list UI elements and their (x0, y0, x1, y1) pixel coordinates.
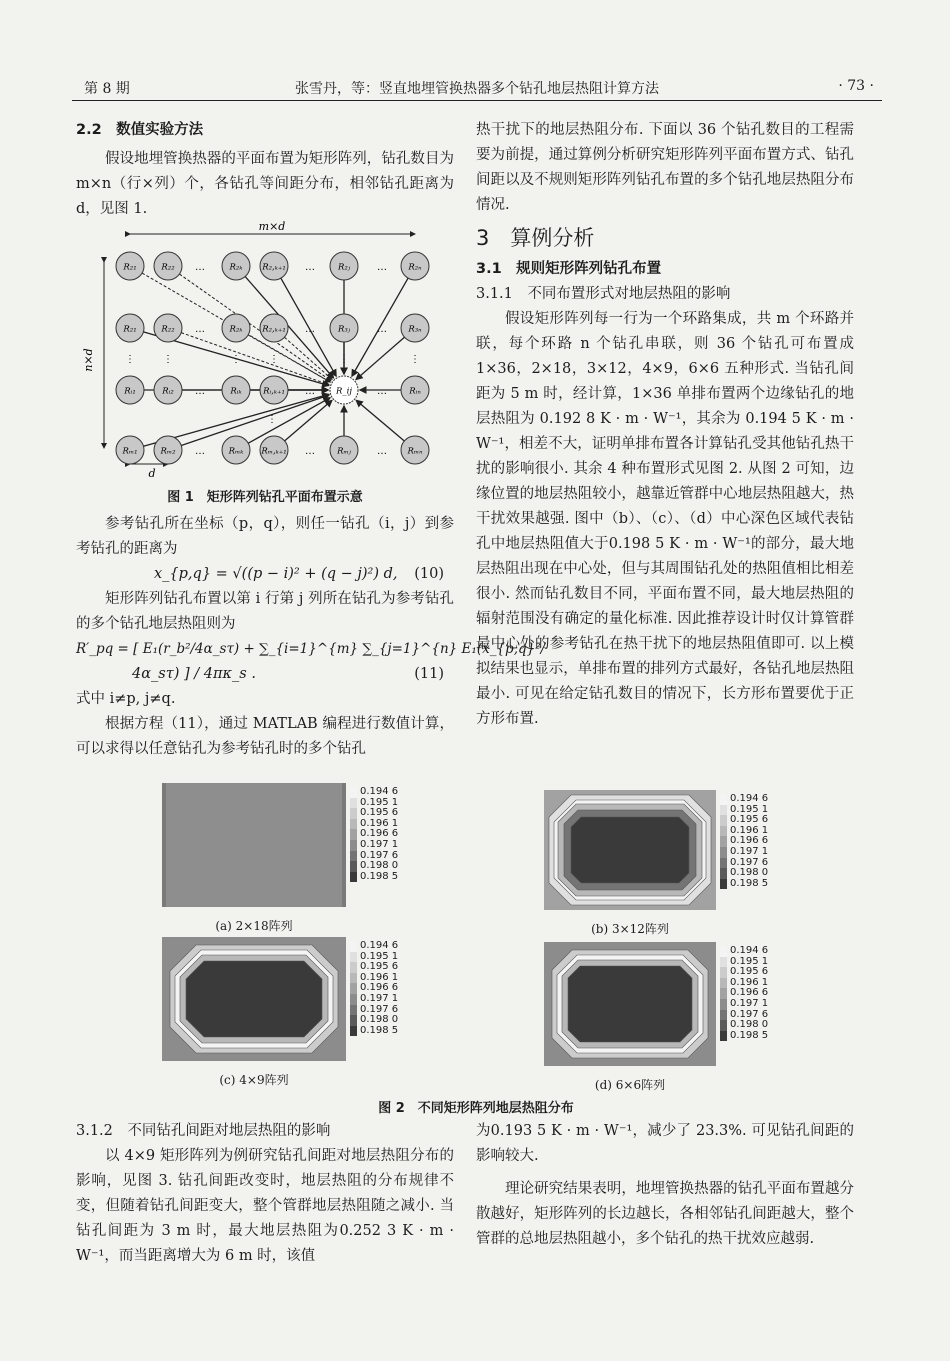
borehole-label: R₂₂ (161, 262, 175, 273)
legend-value: 0.197 1 (730, 845, 769, 857)
borehole-label: Rₘₖ (228, 446, 244, 457)
legend-value: 0.196 6 (730, 835, 769, 847)
ellipsis: … (305, 446, 315, 457)
ellipsis: … (195, 324, 205, 335)
legend-swatch (350, 861, 357, 872)
ellipsis: … (377, 386, 387, 397)
borehole (401, 252, 429, 280)
legend-swatch (350, 983, 357, 994)
borehole (401, 436, 429, 464)
borehole (260, 376, 288, 404)
legend-value: 0.195 1 (730, 955, 769, 967)
borehole (116, 314, 144, 342)
paragraph: 以 4×9 矩形阵列为例研究钻孔间距对地层热阻分布的影响，见图 3. 钻孔间距改变时，地层热阻的分布规律不变，但随着钻孔间距变大，整个管群地层热阻随之减小. 当钻孔间距为 3 m 时，最大地层热阻为0.252 3 K · m · W⁻¹，而当距离增大为 6 m 时，该值 (76, 1148, 454, 1264)
borehole-label: R₂,ₖ₊₁ (262, 324, 286, 335)
borehole (154, 314, 182, 342)
borehole (401, 376, 429, 404)
borehole-label: R₂₁ (123, 262, 137, 273)
legend-value: 0.196 6 (360, 828, 399, 840)
legend-swatch (720, 847, 727, 858)
legend-value: 0.196 6 (360, 982, 399, 994)
legend-value: 0.196 1 (730, 976, 769, 988)
vertical-ellipsis: ⋮ (339, 354, 349, 365)
paragraph: 矩形阵列钻孔布置以第 i 行第 j 列所在钻孔为参考钻孔的多个钻孔地层热阻则为 (76, 591, 454, 632)
legend-swatch (720, 999, 727, 1010)
ellipsis: … (377, 324, 387, 335)
legend-swatch (720, 1010, 727, 1021)
legend-value: 0.197 1 (360, 838, 399, 850)
ellipsis: … (305, 262, 315, 273)
legend-value: 0.196 1 (730, 824, 769, 836)
legend-swatch (720, 836, 727, 847)
borehole-label: Rₘ₁ (122, 446, 138, 457)
legend-swatch (720, 815, 727, 826)
legend-swatch (720, 988, 727, 999)
legend-value: 0.198 5 (730, 1029, 769, 1041)
legend-swatch (350, 798, 357, 809)
borehole-label: Rᵢ₁ (124, 386, 136, 397)
legend-swatch (720, 858, 727, 869)
page-number: · 73 · (838, 78, 874, 94)
figure-2-caption: 图 2 不同矩形阵列地层热阻分布 (378, 1101, 574, 1116)
vertical-ellipsis: ⋮ (267, 414, 277, 425)
equation-note: 式中 i≠p, j≠q. (76, 691, 176, 707)
legend-swatch (350, 787, 357, 798)
section-3-1-1-title: 3.1.1 不同布置形式对地层热阻的影响 (476, 286, 731, 302)
legend-value: 0.194 6 (730, 945, 769, 956)
legend-value: 0.197 6 (360, 849, 399, 861)
legend-value: 0.198 0 (730, 1019, 769, 1031)
legend-swatch (350, 952, 357, 963)
borehole (330, 314, 358, 342)
header-rule (72, 100, 882, 101)
vertical-ellipsis: ⋮ (231, 354, 241, 365)
borehole (401, 314, 429, 342)
borehole-label: R₃ⱼ (337, 324, 351, 335)
equation-11-line-2 (76, 662, 454, 687)
legend-value: 0.194 6 (360, 940, 399, 951)
borehole (116, 376, 144, 404)
legend-entry (720, 879, 768, 890)
legend-value: 0.197 6 (730, 856, 769, 868)
legend-value: 0.198 5 (730, 877, 769, 889)
legend-value: 0.195 6 (360, 807, 399, 819)
equation-10 (76, 562, 454, 587)
ellipsis: … (305, 386, 315, 397)
interference-line (356, 400, 404, 441)
legend-swatch (350, 829, 357, 840)
figure-1-borehole-layout (82, 218, 452, 478)
borehole-label: R₂ⱼ (337, 262, 351, 273)
legend-value: 0.195 6 (730, 966, 769, 978)
panel-label: (d) 6×6阵列 (594, 1078, 666, 1092)
legend-entry (350, 872, 398, 883)
section-3-1-title: 3.1 规则矩形阵列钻孔布置 (476, 261, 662, 277)
legend-value: 0.196 1 (360, 817, 399, 829)
legend-value: 0.195 1 (730, 803, 769, 815)
legend-swatch (350, 941, 357, 952)
legend-value: 0.194 6 (730, 793, 769, 804)
borehole (330, 252, 358, 280)
legend-swatch (350, 840, 357, 851)
reference-borehole (330, 376, 358, 404)
panel-label: (b) 3×12阵列 (591, 922, 669, 936)
vertical-ellipsis: ⋮ (269, 354, 279, 365)
legend-value: 0.197 6 (730, 1008, 769, 1020)
legend-value: 0.198 5 (360, 1024, 399, 1036)
ellipsis: … (195, 386, 205, 397)
section-3-1-2-title: 3.1.2 不同钻孔间距对地层热阻的影响 (76, 1123, 331, 1139)
legend-swatch (350, 994, 357, 1005)
legend-swatch (720, 967, 727, 978)
heatmap-legend (720, 794, 768, 889)
borehole (154, 436, 182, 464)
paragraph: 根据方程（11），通过 MATLAB 编程进行数值计算，可以求得以任意钻孔为参考钻孔时的多个钻孔 (76, 716, 454, 757)
contour-band (568, 966, 692, 1042)
legend-swatch (720, 946, 727, 957)
legend-value: 0.196 6 (730, 987, 769, 999)
interference-line (181, 333, 329, 385)
left-column-bottom (76, 1119, 454, 1269)
borehole (222, 376, 250, 404)
ellipsis: … (377, 262, 387, 273)
interference-line (284, 337, 332, 379)
borehole (222, 314, 250, 342)
panel-label: (c) 4×9阵列 (219, 1073, 289, 1087)
side-dimension-label: n×d (82, 348, 95, 372)
ellipsis: … (305, 324, 315, 335)
borehole-label: Rᵢ₂ (162, 386, 174, 397)
equation-10-body: x_{p,q} = √((p − i)² + (q − j)²) d, (154, 566, 398, 582)
legend-value: 0.198 5 (360, 870, 399, 882)
vertical-ellipsis: ⋮ (125, 354, 135, 365)
paragraph: 参考钻孔所在坐标（p，q），则任一钻孔（i，j）到参考钻孔的距离为 (76, 516, 454, 557)
borehole-label: Rᵢₖ (230, 386, 242, 397)
figure-2-caption-wrap (76, 1096, 876, 1121)
heatmap-panel (544, 942, 716, 1066)
legend-value: 0.197 1 (730, 997, 769, 1009)
panel-label: (a) 2×18阵列 (215, 919, 293, 933)
borehole-label: Rₘ,ₖ₊₁ (261, 446, 287, 457)
legend-swatch (350, 872, 357, 883)
equation-11-line-1 (76, 637, 546, 662)
left-column-middle (76, 485, 546, 762)
equation-11-number: (11) (414, 666, 444, 682)
contour-band (166, 783, 342, 907)
legend-swatch (720, 794, 727, 805)
heatmap-panel (162, 937, 346, 1061)
borehole (116, 252, 144, 280)
borehole (116, 436, 144, 464)
borehole-label: R₂₁ (123, 324, 137, 335)
vertical-ellipsis: ⋮ (410, 354, 420, 365)
legend-value: 0.194 6 (360, 786, 399, 797)
ellipsis: … (377, 446, 387, 457)
legend-swatch (720, 826, 727, 837)
legend-value: 0.198 0 (360, 860, 399, 872)
legend-swatch (350, 1015, 357, 1026)
borehole-label: Rᵢ,ₖ₊₁ (263, 386, 285, 397)
borehole-label: Rᵢₙ (409, 386, 421, 397)
interference-line (285, 400, 332, 440)
borehole (260, 436, 288, 464)
vertical-ellipsis: ⋮ (163, 354, 173, 365)
legend-swatch (720, 868, 727, 879)
running-header (72, 76, 882, 100)
section-3-title: 3 算例分析 (476, 226, 595, 250)
legend-value: 0.195 6 (360, 961, 399, 973)
heatmap-panel (162, 783, 346, 907)
equation-11-body-2: 4α_sτ) ] / 4πκ_s . (132, 666, 256, 682)
borehole (154, 252, 182, 280)
interference-line (245, 277, 333, 378)
borehole-label: Rₘₙ (407, 446, 423, 457)
borehole-label: R₂ₖ (229, 262, 243, 273)
article-title: 张雪丹，等：竖直地埋管换热器多个钻孔地层热阻计算方法 (295, 81, 659, 97)
legend-swatch (720, 1020, 727, 1031)
heatmap-panel (544, 790, 716, 910)
heatmap-legend (350, 787, 398, 882)
borehole-nodes (116, 252, 429, 464)
interference-line (181, 395, 329, 445)
legend-swatch (350, 808, 357, 819)
heatmap-legend (720, 946, 768, 1041)
borehole-label: R₂₂ (161, 324, 175, 335)
top-dimension-label: m×d (258, 220, 286, 233)
borehole-label: R₂,ₖ₊₁ (262, 262, 286, 273)
borehole (222, 436, 250, 464)
legend-swatch (350, 1005, 357, 1016)
ellipsis: … (195, 262, 205, 273)
borehole (260, 252, 288, 280)
legend-value: 0.198 0 (730, 867, 769, 879)
legend-swatch (350, 973, 357, 984)
borehole (330, 436, 358, 464)
paragraph: 理论研究结果表明，地埋管换热器的钻孔平面布置越分散越好，矩形阵列的长边越长，各相邻钻孔间距越大，整个管群的总地层热阻越小，多个钻孔的热干扰效应越弱. (476, 1181, 854, 1247)
ellipsis: … (195, 446, 205, 457)
legend-swatch (720, 879, 727, 890)
paragraph: 假设矩形阵列每一行为一个环路集成，共 m 个环路并联，每个环路 n 个钻孔串联，则 36 个钻孔可布置成 1×36，2×18，3×12，4×9，6×6 五种形式. 当钻孔间距为 5 m 时，经计算，1×36 单排布置两个边缘钻孔的地层热阻为 0.192 8 K · m · W⁻¹，其余为 0.194 5 K · m · W⁻¹，相差不大，证明单排布置各计算钻孔受其他钻孔热干扰的影响很小. 其余 4 种布置形式见图 2. 从图 2 可知，边缘位置的地层热阻较小，越靠近管群中心地层热阻越大，热干扰效果越强. 图中（b）、（c）、（d）中心深色区域代表钻孔中地层热阻值大于0.198 5 K · m · W⁻¹的部分，最大地层热阻出现在中心处，但与其周围钻孔处的热阻值相比相差很小. 然而钻孔数目不同，平面布置不同，最大地层热阻的辐射范围没有确定的量化标准. 因此推荐设计时仅计算管群最中心处的参考钻孔在热干扰下的地层热阻值即可. 以上模拟结果也显示，单排布置的排列方式最好，各钻孔地层热阻最小. 可见在给定钻孔数目的情况下，长方形布置要优于正方形布置. (476, 311, 854, 727)
legend-entry (720, 1031, 768, 1042)
equation-11-body-1: R′_pq = [ E₁(r_b²/4α_sτ) + ∑_{i=1}^{m} ∑_{j=1}^{n} E₁(x_{p,q}²/ (76, 641, 546, 657)
legend-value: 0.195 6 (730, 814, 769, 826)
legend-swatch (720, 978, 727, 989)
right-column-bottom (476, 1119, 854, 1252)
contour-band (571, 817, 689, 883)
legend-value: 0.195 1 (360, 796, 399, 808)
borehole-label: Rₘⱼ (337, 446, 351, 457)
paragraph: 为0.193 5 K · m · W⁻¹，减少了 23.3%. 可见钻孔间距的影响较大. (476, 1123, 854, 1164)
legend-value: 0.197 1 (360, 992, 399, 1004)
borehole (260, 314, 288, 342)
borehole (222, 252, 250, 280)
interference-line (356, 337, 404, 379)
legend-entry (350, 1026, 398, 1037)
legend-value: 0.198 0 (360, 1014, 399, 1026)
borehole-label: Rₘ₂ (160, 446, 176, 457)
legend-value: 0.197 6 (360, 1003, 399, 1015)
borehole-label: R₃ₙ (408, 324, 422, 335)
borehole-label: R₂ₙ (408, 262, 422, 273)
right-column-top (476, 118, 854, 732)
paragraph: 假设地埋管换热器的平面布置为矩形阵列，钻孔数目为 m×n（行×列）个，各钻孔等间距分布，相邻钻孔距离为 d，见图 1. (76, 151, 454, 217)
legend-swatch (720, 1031, 727, 1042)
left-column-top (76, 118, 454, 222)
figure-1-caption: 图 1 矩形阵列钻孔平面布置示意 (167, 490, 363, 505)
legend-swatch (350, 962, 357, 973)
legend-swatch (350, 819, 357, 830)
legend-swatch (720, 957, 727, 968)
equation-10-number: (10) (414, 566, 444, 582)
paragraph: 热干扰下的地层热阻分布. 下面以 36 个钻孔数目的工程需要为前提，通过算例分析研究矩形阵列平面布置方式、钻孔间距以及不规则矩形阵列钻孔布置的多个钻孔地层热阻分布情况. (476, 122, 854, 213)
borehole (154, 376, 182, 404)
borehole-label: R_ij (335, 386, 353, 397)
borehole-label: R₂ₖ (229, 324, 243, 335)
section-2-2-title: 2.2 数值实验方法 (76, 122, 204, 138)
legend-value: 0.196 1 (360, 971, 399, 983)
contour-band (186, 961, 322, 1037)
legend-swatch (350, 851, 357, 862)
bottom-dimension-label: d (148, 467, 156, 478)
legend-swatch (720, 805, 727, 816)
legend-swatch (350, 1026, 357, 1037)
heatmap-legend (350, 941, 398, 1036)
issue-number: 第 8 期 (84, 81, 130, 97)
legend-value: 0.195 1 (360, 950, 399, 962)
